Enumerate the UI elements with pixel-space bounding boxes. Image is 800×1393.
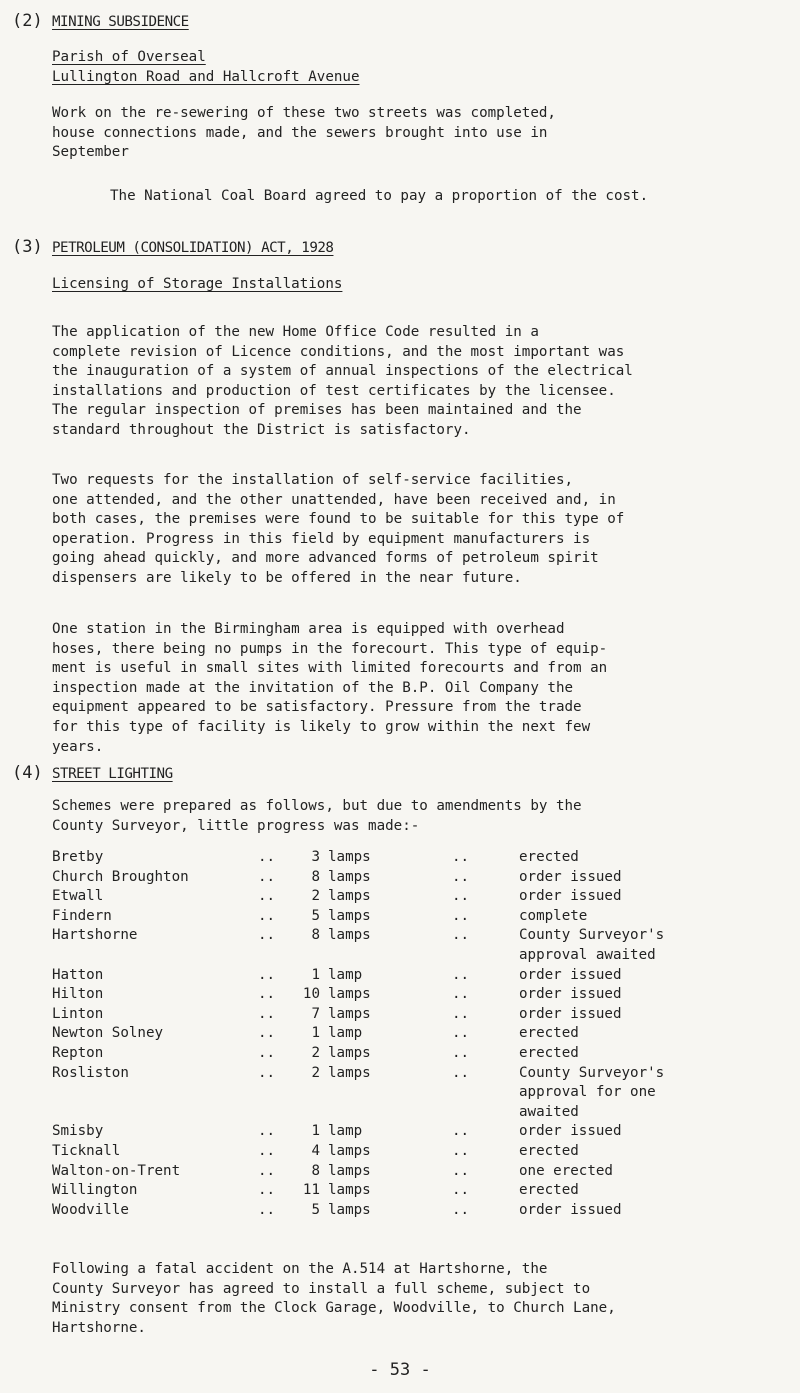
leader-dots: ..	[258, 927, 276, 944]
status: complete	[519, 907, 588, 924]
leader-dots: ..	[258, 1044, 276, 1061]
paragraph: One station in the Birmingham area is equipped with overhead hoses, there being no pumps in the forecourt. This type of equip- ment is useful in small sites with limited forecourts and from an inspection made at the invitation of the B.P. Oil Company the equipment appeared to be satisfactory. Pressure from the trade for this type of facility is likely to grow within the next few years.	[52, 621, 608, 755]
table-row	[52, 907, 782, 927]
lamp-count: 10	[302, 986, 320, 1003]
place-name: Smisby	[52, 1123, 104, 1140]
leader-dots: ..	[258, 888, 276, 905]
lamp-unit: lamps	[328, 907, 371, 924]
lamp-unit: lamp	[328, 966, 363, 983]
leader-dots: ..	[258, 868, 276, 885]
table-row	[52, 1181, 782, 1201]
leader-dots: ..	[452, 868, 470, 885]
table-row	[52, 966, 782, 986]
status: order issued	[519, 888, 622, 905]
leader-dots: ..	[452, 1123, 470, 1140]
lamp-unit: lamps	[328, 868, 371, 885]
place-name: Findern	[52, 907, 112, 924]
table-row	[52, 848, 782, 868]
table-row	[52, 868, 782, 888]
lamp-unit: lamps	[328, 849, 371, 865]
leader-dots: ..	[258, 966, 276, 983]
leader-dots: ..	[258, 986, 276, 1003]
lamp-count: 1	[311, 1025, 320, 1042]
section-title: STREET LIGHTING	[52, 766, 173, 782]
place-name: Willington	[52, 1182, 138, 1199]
lamp-count: 1	[311, 966, 320, 983]
leader-dots: ..	[452, 1064, 470, 1081]
paragraph-closing: Following a fatal accident on the A.514 at Hartshorne, the County Surveyor has agreed to install a full scheme, subject to Ministry consent from the Clock Garage, Woodville, to Church Lane, Hartshorne.	[52, 1261, 616, 1336]
leader-dots: ..	[258, 1142, 276, 1159]
table-row	[52, 887, 782, 907]
lamp-unit: lamps	[328, 986, 371, 1003]
paragraph: The National Coal Board agreed to pay a proportion of the cost.	[110, 188, 649, 204]
leader-dots: ..	[452, 966, 470, 983]
lamp-count: 7	[311, 1005, 320, 1022]
section-number: (3)	[12, 237, 43, 257]
lamp-unit: lamps	[328, 1064, 371, 1081]
paragraph: The application of the new Home Office Code resulted in a complete revision of Licence conditions, and the most important was the inauguration of a system of annual inspections of the electrical installations and production of test certificates by the licensee. The regular inspection of premises has been maintained and the standard throughout the District is satisfactory.	[52, 324, 633, 438]
leader-dots: ..	[258, 1201, 276, 1218]
leader-dots: ..	[452, 927, 470, 944]
street-lighting-table	[52, 848, 782, 1220]
leader-dots: ..	[258, 907, 276, 924]
subheading-parish: Parish of Overseal Lullington Road and Hallcroft Avenue	[52, 49, 360, 85]
lamp-unit: lamps	[328, 1044, 371, 1061]
status: order issued	[519, 1201, 622, 1218]
lamp-count: 1	[311, 1123, 320, 1140]
status: erected	[519, 1142, 579, 1159]
place-name: Linton	[52, 1005, 104, 1022]
leader-dots: ..	[258, 1064, 276, 1081]
place-name: Repton	[52, 1044, 104, 1061]
leader-dots: ..	[452, 1201, 470, 1218]
lamp-unit: lamps	[328, 1201, 371, 1218]
place-name: Etwall	[52, 888, 104, 905]
table-row	[52, 1162, 782, 1182]
leader-dots: ..	[452, 907, 470, 924]
section-title: PETROLEUM (CONSOLIDATION) ACT, 1928	[52, 240, 334, 256]
lamp-unit: lamp	[328, 1025, 363, 1042]
leader-dots: ..	[258, 1182, 276, 1199]
lamp-count: 8	[311, 927, 320, 944]
paragraph: Two requests for the installation of self-service facilities, one attended, and the other unattended, have been received and, in both cases, the premises were found to be suitable for this type of operation. Progress in this field by equipment manufacturers is going ahead quickly, and more advanced forms of petroleum spirit dispensers are likely to be offered in the near future.	[52, 472, 625, 586]
status: order issued	[519, 986, 622, 1003]
table-row	[52, 1064, 782, 1123]
leader-dots: ..	[258, 1162, 276, 1179]
status: order issued	[519, 868, 622, 885]
section-heading-petroleum	[12, 238, 333, 259]
leader-dots: ..	[452, 1162, 470, 1179]
place-name: Church Broughton	[52, 868, 189, 885]
lamp-count: 8	[311, 868, 320, 885]
leader-dots: ..	[258, 1005, 276, 1022]
table-row	[52, 926, 782, 965]
leader-dots: ..	[452, 1005, 470, 1022]
leader-dots: ..	[258, 1025, 276, 1042]
place-name: Hilton	[52, 986, 104, 1003]
status: erected	[519, 1025, 579, 1042]
section-heading-mining-subsidence	[12, 12, 189, 33]
lamp-count: 3	[311, 849, 320, 865]
subheading-licensing: Licensing of Storage Installations	[52, 276, 343, 292]
place-name: Hartshorne	[52, 927, 138, 944]
leader-dots: ..	[452, 1142, 470, 1159]
lamp-unit: lamp	[328, 1123, 363, 1140]
lamp-unit: lamps	[328, 1182, 371, 1199]
status: County Surveyor's approval awaited	[519, 927, 665, 963]
place-name: Ticknall	[52, 1142, 121, 1159]
table-row	[52, 1005, 782, 1025]
lamp-unit: lamps	[328, 1005, 371, 1022]
lamp-count: 5	[311, 1201, 320, 1218]
lamp-count: 8	[311, 1162, 320, 1179]
table-row	[52, 1044, 782, 1064]
section-number: (2)	[12, 11, 43, 31]
paragraph: Work on the re-sewering of these two streets was completed, house connections made, and the sewers brought into use in September	[52, 105, 556, 161]
status: County Surveyor's approval for one awaited	[519, 1064, 665, 1120]
lamp-count: 2	[311, 888, 320, 905]
leader-dots: ..	[452, 986, 470, 1003]
status: erected	[519, 849, 579, 865]
lamp-unit: lamps	[328, 1162, 371, 1179]
lamp-unit: lamps	[328, 927, 371, 944]
leader-dots: ..	[452, 1044, 470, 1061]
table-row	[52, 1024, 782, 1044]
place-name: Walton-on-Trent	[52, 1162, 181, 1179]
leader-dots: ..	[258, 849, 276, 865]
status: order issued	[519, 1123, 622, 1140]
table-row	[52, 1201, 782, 1221]
lamp-count: 5	[311, 907, 320, 924]
leader-dots: ..	[452, 849, 470, 865]
place-name: Newton Solney	[52, 1025, 164, 1042]
section-title: MINING SUBSIDENCE	[52, 14, 189, 30]
status: order issued	[519, 1005, 622, 1022]
status: erected	[519, 1182, 579, 1199]
lamp-unit: lamps	[328, 888, 371, 905]
place-name: Hatton	[52, 966, 104, 983]
table-row	[52, 985, 782, 1005]
table-row	[52, 1142, 782, 1162]
lamp-count: 11	[302, 1182, 320, 1199]
status: erected	[519, 1044, 579, 1061]
section-heading-street-lighting	[12, 764, 173, 785]
leader-dots: ..	[258, 1123, 276, 1140]
status: order issued	[519, 966, 622, 983]
lamp-unit: lamps	[328, 1142, 371, 1159]
lamp-count: 4	[311, 1142, 320, 1159]
leader-dots: ..	[452, 1025, 470, 1042]
page-number: - 53 -	[369, 1360, 431, 1380]
leader-dots: ..	[452, 888, 470, 905]
place-name: Rosliston	[52, 1064, 129, 1081]
place-name: Bretby	[52, 849, 104, 865]
section-number: (4)	[12, 763, 43, 783]
lamp-count: 2	[311, 1064, 320, 1081]
table-row	[52, 1122, 782, 1142]
lamp-count: 2	[311, 1044, 320, 1061]
status: one erected	[519, 1162, 613, 1179]
leader-dots: ..	[452, 1182, 470, 1199]
paragraph-intro: Schemes were prepared as follows, but due to amendments by the County Surveyor, little progress was made:-	[52, 798, 582, 834]
place-name: Woodville	[52, 1201, 129, 1218]
